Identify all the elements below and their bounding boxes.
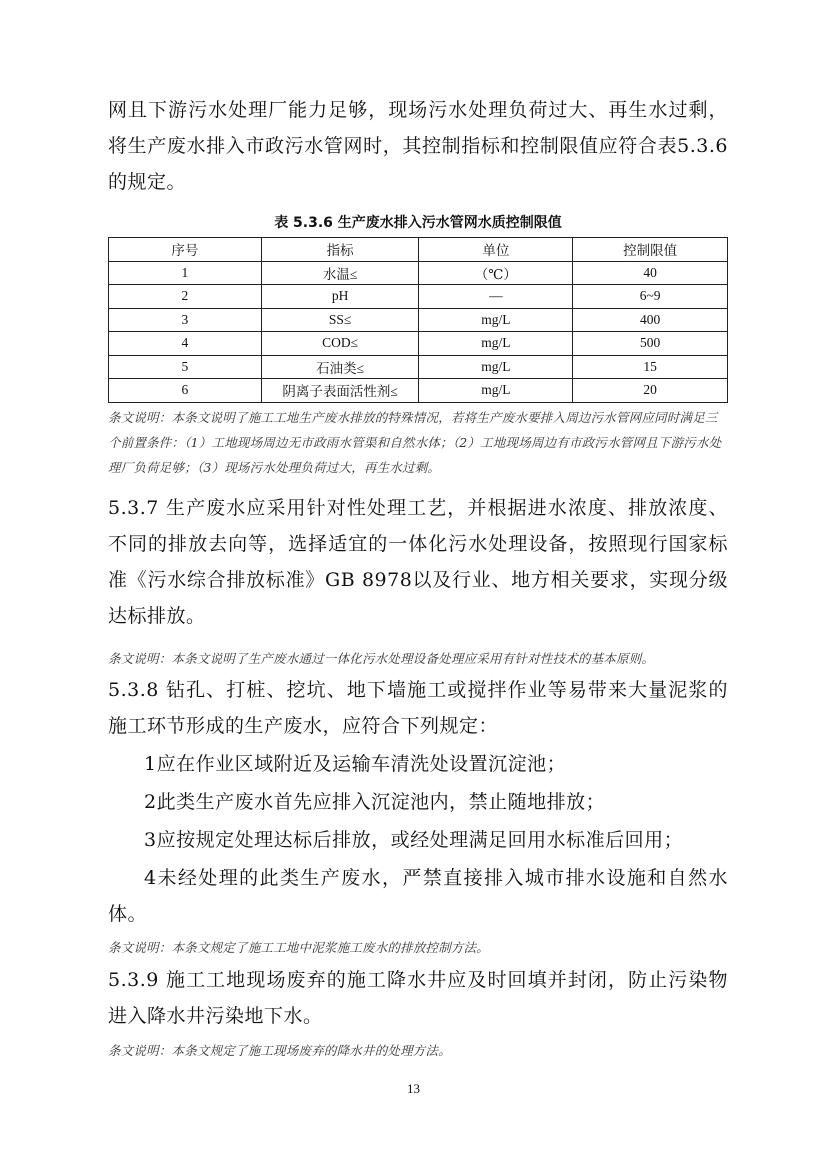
table-cell: 2: [109, 285, 262, 309]
table-cell: 500: [573, 332, 728, 356]
note-5-3-8: 条文说明：本条文规定了施工工地中泥浆施工废水的排放控制方法。: [108, 940, 490, 955]
table-cell: 6~9: [573, 285, 728, 309]
note-5-3-7: 条文说明：本条文说明了生产废水通过一体化污水处理设备处理应采用有针对性技术的基本原则。: [108, 651, 655, 666]
table-cell: SS≤: [261, 308, 419, 332]
table-cell: 1: [109, 261, 262, 285]
table-cell: （℃）: [419, 261, 573, 285]
table-row: [109, 379, 728, 403]
table-cell: pH: [261, 285, 419, 309]
list-item: 4未经处理的此类生产废水，严禁直接排入城市排水设施和自然水体。: [108, 867, 728, 925]
table-cell: mg/L: [419, 379, 573, 403]
table-row: [109, 261, 728, 285]
table-caption: 表 5.3.6 生产废水排入污水管网水质控制限值: [274, 215, 562, 231]
table-cell: 40: [573, 261, 728, 285]
table-row: [109, 355, 728, 379]
note-5-3-6: 条文说明：本条文说明了施工工地生产废水排放的特殊情况，若将生产废水要排入周边污水管网应同时满足三个前置条件：（1）工地现场周边无市政雨水管渠和自然水体；（2）工地现场周边有市政污水管网且下游污水处理厂负荷足够；（3）现场污水处理负荷过大，再生水过剩。: [108, 410, 722, 475]
list-item: 3应按规定处理达标后排放，或经处理满足回用水标准后回用；: [144, 829, 684, 851]
table-cell: 3: [109, 308, 262, 332]
table-cell: 20: [573, 379, 728, 403]
water-quality-limits-table: [108, 237, 728, 403]
clause-5-3-8: 5.3.8 钻孔、打桩、挖坑、地下墙施工或搅拌作业等易带来大量泥浆的施工环节形成的生产废水，应符合下列规定：: [108, 679, 728, 737]
header-cell: 控制限值: [573, 238, 728, 262]
table-cell: 石油类≤: [261, 355, 419, 379]
list-item: 2此类生产废水首先应排入沉淀池内，禁止随地排放；: [144, 791, 606, 813]
table-cell: 水温≤: [261, 261, 419, 285]
table-cell: 阴离子表面活性剂≤: [261, 379, 419, 403]
table-cell: —: [419, 285, 573, 309]
table-cell: mg/L: [419, 308, 573, 332]
clause-5-3-9: 5.3.9 施工工地现场废弃的施工降水井应及时回填并封闭，防止污染物进入降水井污染地下水。: [108, 969, 728, 1027]
table-header-row: [109, 238, 728, 262]
table-row: [109, 285, 728, 309]
list-item: 1应在作业区域附近及运输车清洗处设置沉淀池；: [144, 753, 567, 775]
clause-5-3-7: 5.3.7 生产废水应采用针对性处理工艺，并根据进水浓度、排放浓度、不同的排放去向等，选择适宜的一体化污水处理设备，按照现行国家标准《污水综合排放标准》GB 8978以及行业、地方相关要求，实现分级达标排放。: [108, 497, 728, 627]
page-number: 13: [407, 1081, 420, 1096]
table-row: [109, 332, 728, 356]
table-cell: mg/L: [419, 332, 573, 356]
table-cell: 15: [573, 355, 728, 379]
table-cell: 400: [573, 308, 728, 332]
header-cell: 序号: [109, 238, 262, 262]
header-cell: 单位: [419, 238, 573, 262]
header-cell: 指标: [261, 238, 419, 262]
table-cell: 4: [109, 332, 262, 356]
intro-paragraph: 网且下游污水处理厂能力足够，现场污水处理负荷过大、再生水过剩，将生产废水排入市政污水管网时，其控制指标和控制限值应符合表5.3.6的规定。: [108, 99, 728, 193]
table-cell: mg/L: [419, 355, 573, 379]
table-cell: 5: [109, 355, 262, 379]
note-5-3-9: 条文说明：本条文规定了施工现场废弃的降水井的处理方法。: [108, 1043, 451, 1058]
table-cell: COD≤: [261, 332, 419, 356]
table-row: [109, 308, 728, 332]
table-cell: 6: [109, 379, 262, 403]
